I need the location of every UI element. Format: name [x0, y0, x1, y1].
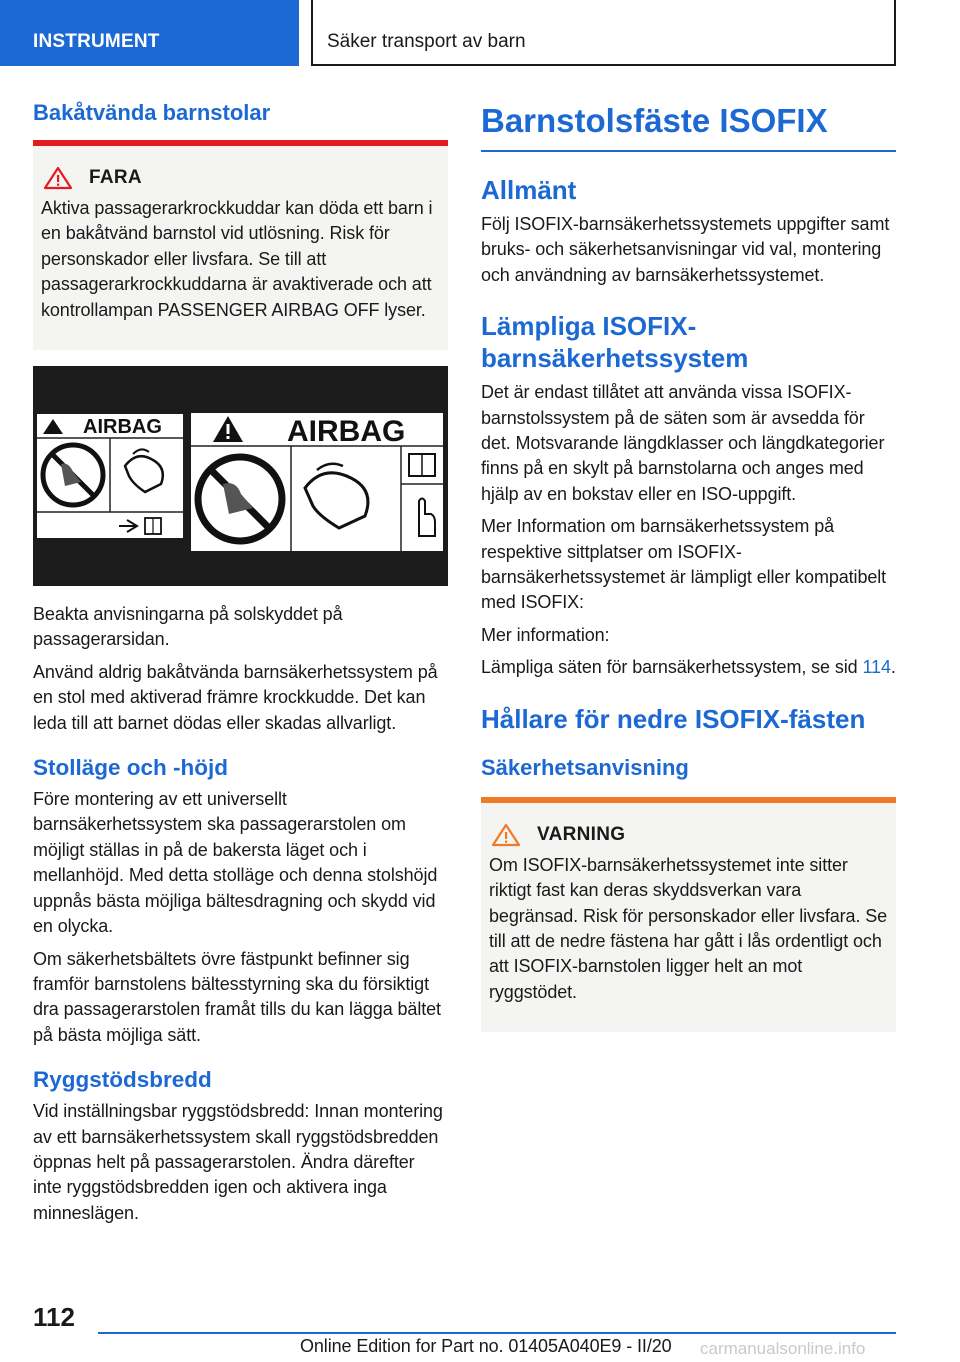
- paragraph-anvand-aldrig: Använd aldrig bakåtvända barnsäkerhetssystem på en stol med aktiverad främre krockkudde. Det kan leda till att barnet dödas eller skadas allvarligt.: [33, 661, 438, 733]
- heading-bakatvanda: Bakåtvända barnstolar: [33, 100, 271, 125]
- heading-hallare: Hållare för nedre ISOFIX-fästen: [481, 703, 866, 734]
- paragraph-mer-information: Mer information:: [481, 624, 610, 645]
- right-column: [481, 100, 896, 1032]
- paragraph-fastpunkt: Om säkerhetsbältets övre fästpunkt befinner sig framför barnstolens bältesstyrning ska du försiktigt dra passagerarstolen framåt tills du kan lägga bältet på bästa möjliga sätt.: [33, 948, 441, 1045]
- paragraph-solskydd: Beakta anvisningarna på solskyddet på passagerarsidan.: [33, 604, 343, 650]
- warning-triangle-icon: [491, 823, 521, 847]
- warning-header: [489, 823, 888, 847]
- section-tab: [0, 0, 299, 66]
- danger-title: FARA: [89, 167, 142, 188]
- warning-triangle-icon: [43, 166, 73, 190]
- heading-stollage: Stolläge och -höjd: [33, 755, 228, 781]
- page-ref-link[interactable]: 114: [862, 657, 891, 678]
- heading-allmant: Allmänt: [481, 175, 577, 205]
- warning-text: Om ISOFIX-barnsäkerhetssystemet inte sitter riktigt fast kan deras skyddsverkan vara begränsad. Risk för personskador eller livsfara. Se till att de nedre fästena har gått i lås ordentligt och att ISOFIX-barnstolen ligger helt an mot ryggstödet.: [489, 854, 888, 1002]
- footer-edition: Online Edition for Part no. 01405A040E9 - II/20: [300, 1336, 672, 1356]
- paragraph-tillatet: Det är endast tillåtet att använda vissa ISOFIX-barnstolssystem på de säten som är avsedda för det. Motsvarande längdklasser och längdkategorier finns på en skylt på barnstolarna och anges med hjälp av en bokstav eller en ISO-uppgift.: [481, 382, 885, 504]
- paragraph-lampliga-saten: [481, 655, 896, 680]
- chapter-title: Säker transport av barn: [327, 31, 526, 52]
- warning-title: VARNING: [537, 823, 626, 845]
- watermark: carmanualsonline.info: [700, 1339, 866, 1358]
- lampliga-saten-text: Lämpliga säten för barnsäkerhetssystem, se sid: [481, 657, 863, 678]
- paragraph-montering: Före montering av ett universellt barnsäkerhetssystem ska passagerarstolen om möjligt ställas in på de bakersta läget och i mellanhöjd. Med detta stolläge och denna stolshöjd uppnås bästa möjliga bältesdragning och skydd vid en olycka.: [33, 789, 438, 937]
- section-title: INSTRUMENT: [33, 31, 160, 52]
- heading-isofix: Barnstolsfäste ISOFIX: [481, 102, 896, 152]
- paragraph-mer-information-om: Mer Information om barnsäkerhetssystem på respektive sittplatser om ISOFIX-barnsäkerhetssystemet är lämpligt eller kompatibelt med ISOFIX:: [481, 516, 887, 613]
- heading-lampliga: Lämpliga ISOFIX-barnsäkerhetssystem: [481, 311, 749, 374]
- chapter-header: [311, 0, 896, 66]
- airbag-label-large-text: AIRBAG: [287, 415, 406, 449]
- left-column: [33, 100, 448, 1233]
- paragraph-ryggstod: Vid inställningsbar ryggstödsbredd: Innan montering av ett barnsäkerhetssystem skall ryggstödsbredden öppnas helt på passagerarstolen. Ändra därefter inte ryggstödsbredden igen och aktivera inga minneslägen.: [33, 1101, 443, 1223]
- danger-header: [41, 166, 440, 190]
- danger-text: Aktiva passagerarkrockkuddar kan döda ett barn i en bakåtvänd barnstol vid utlösning. Risk för personskador eller livsfara. Se till att passagerarkrockkuddarna är avaktiverade och att kontrollampan PASSENGER AIRBAG OFF lyser.: [41, 198, 433, 320]
- airbag-warning-photo: [33, 366, 448, 586]
- warning-box: [481, 797, 896, 1032]
- airbag-label-illustration: [33, 366, 448, 586]
- airbag-label-small-text: AIRBAG: [83, 416, 162, 439]
- heading-ryggstodsbredd: Ryggstödsbredd: [33, 1067, 212, 1093]
- danger-box: [33, 140, 448, 350]
- page-number: 112: [33, 1302, 75, 1332]
- lampliga-saten-suffix: .: [890, 657, 896, 678]
- heading-sakerhetsanvisning: Säkerhetsanvisning: [481, 754, 689, 780]
- footer-rule: [98, 1332, 896, 1334]
- paragraph-allmant: Följ ISOFIX-barnsäkerhetssystemets uppgifter samt bruks- och säkerhetsanvisningar vid val, montering och användning av barnsäkerhetssystemet.: [481, 214, 890, 285]
